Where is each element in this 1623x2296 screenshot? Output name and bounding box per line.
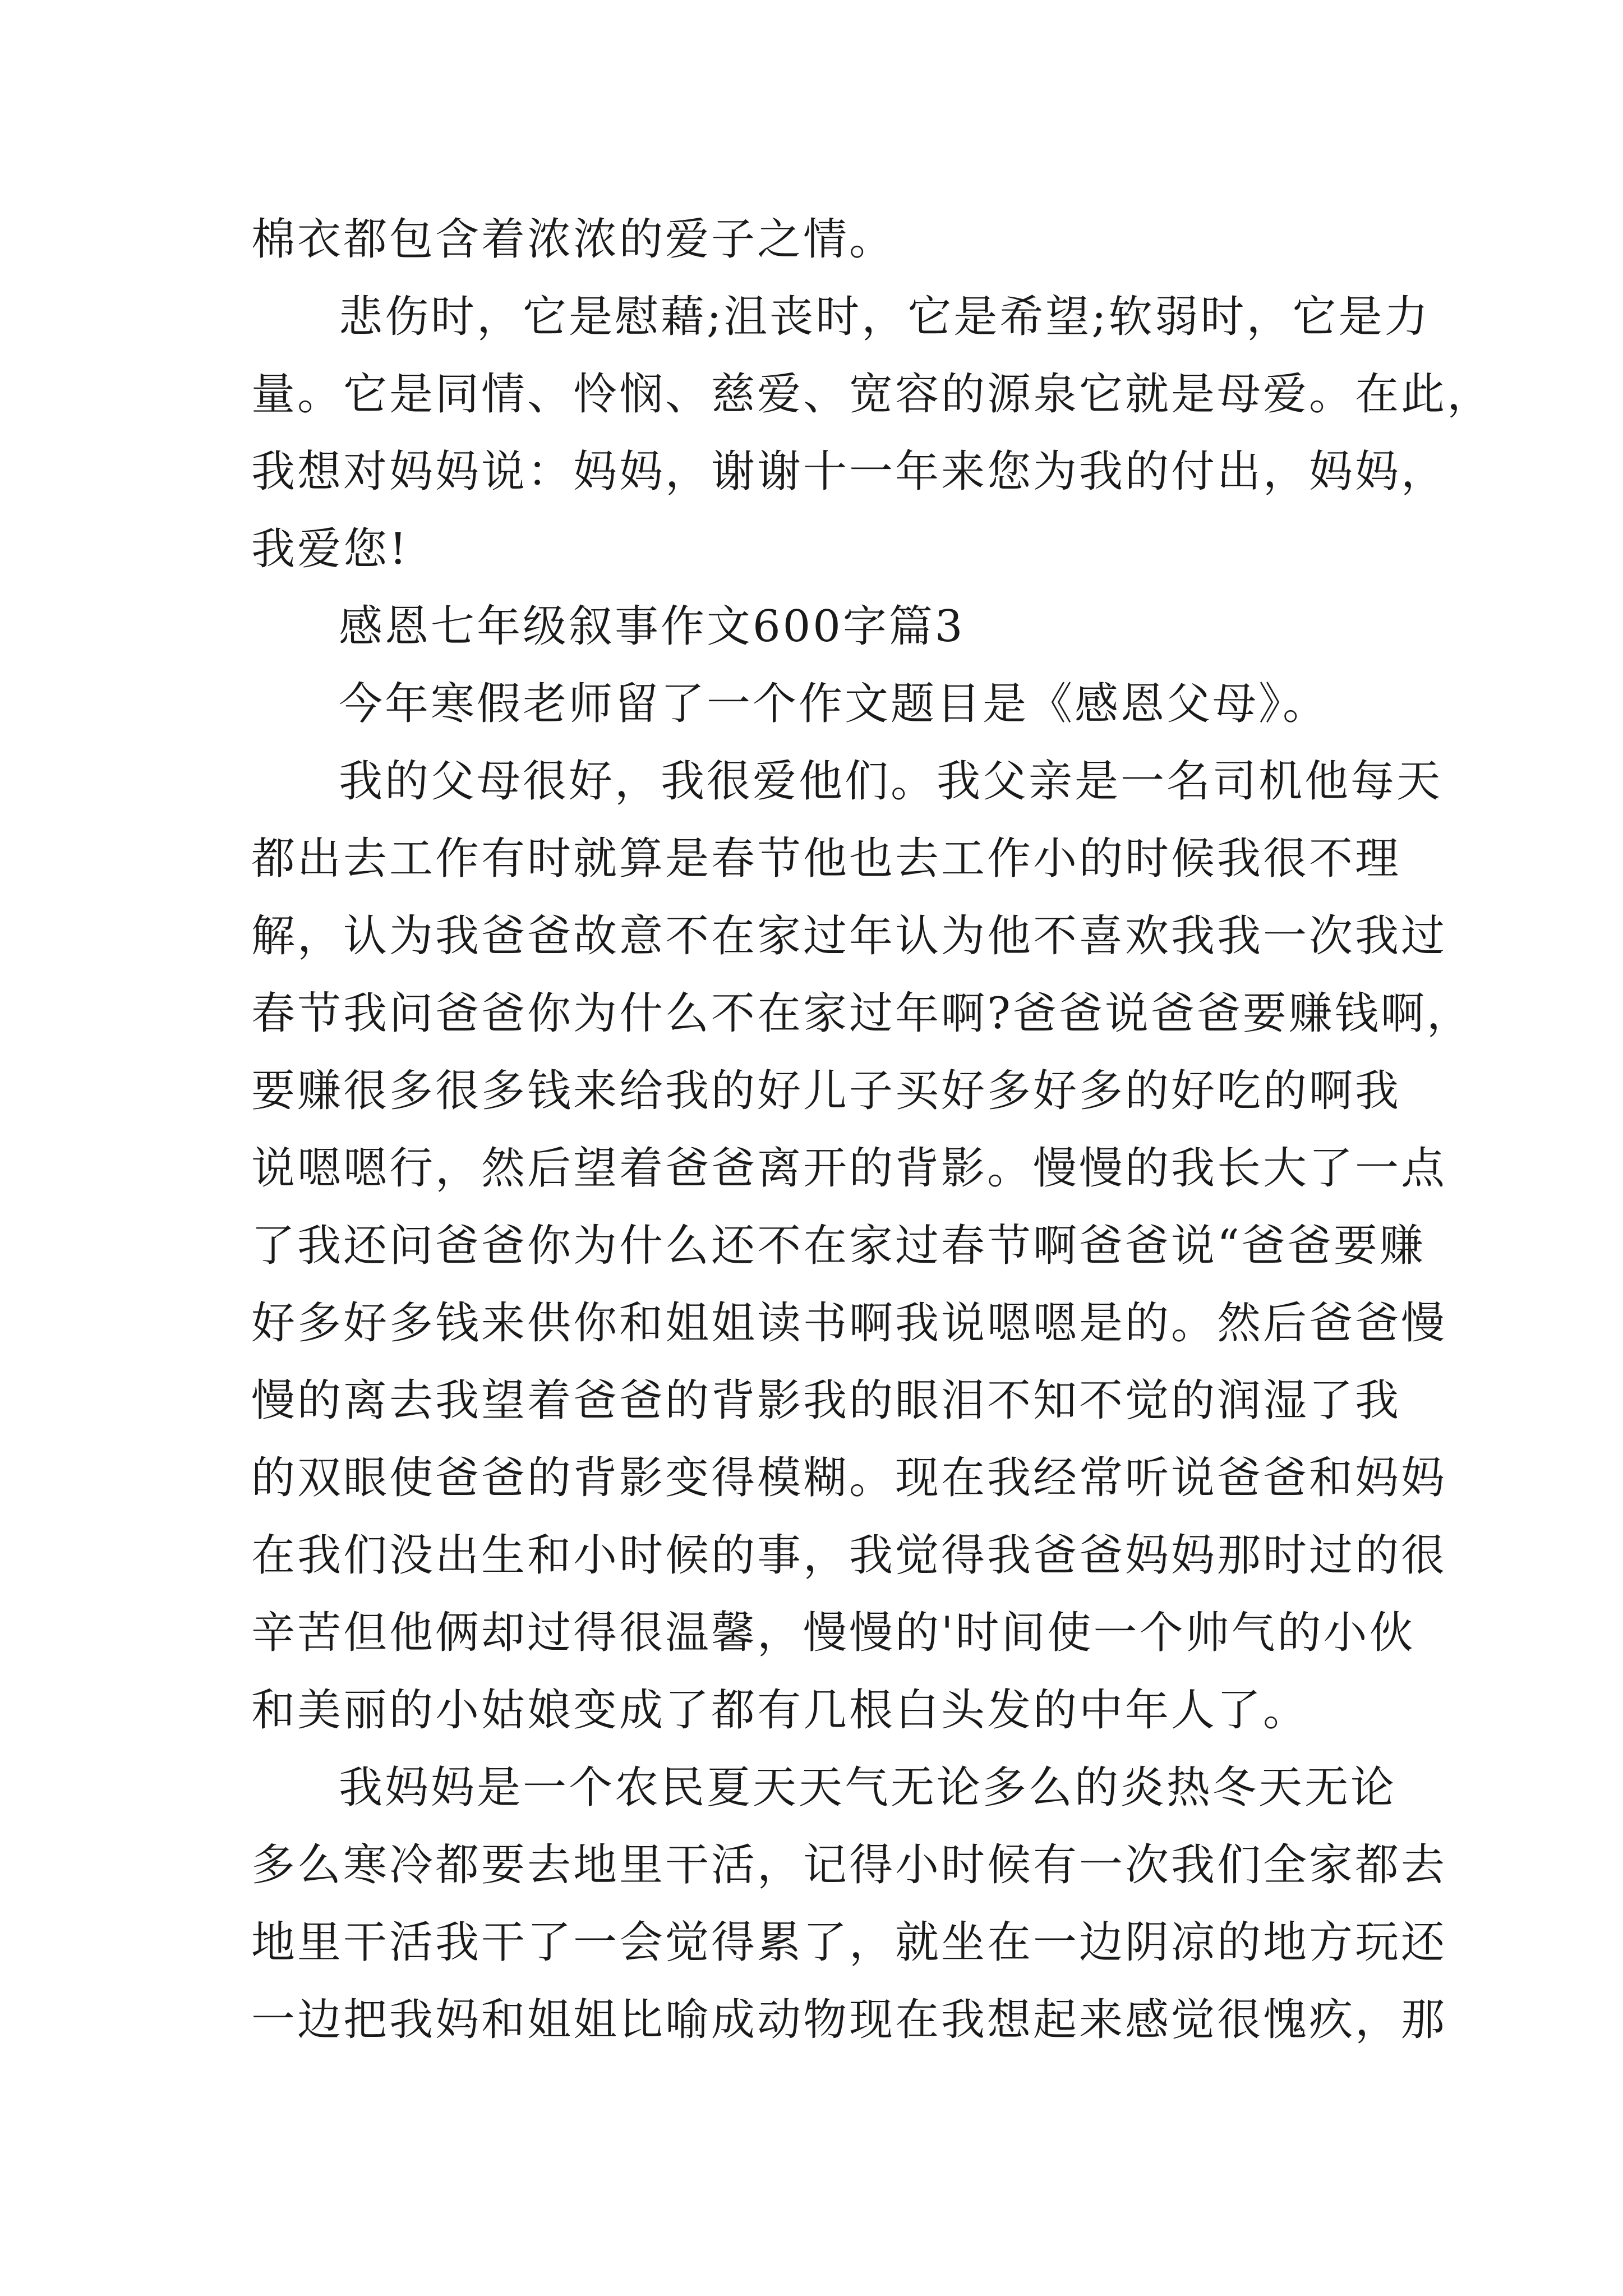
text-line: 地里干活我干了一会觉得累了，就坐在一边阴凉的地方玩还 bbox=[251, 1917, 1447, 1968]
text-line: 要赚很多很多钱来给我的好儿子买好多好多的好吃的啊我 bbox=[251, 1066, 1401, 1116]
text-line: 说嗯嗯行，然后望着爸爸离开的背影。慢慢的我长大了一点 bbox=[251, 1143, 1447, 1194]
text-line: 我想对妈妈说：妈妈，谢谢十一年来您为我的付出，妈妈， bbox=[251, 447, 1447, 497]
text-line: 了我还问爸爸你为什么还不在家过春节啊爸爸说“爸爸要赚 bbox=[251, 1221, 1426, 1271]
text-line: 悲伤时，它是慰藉;沮丧时，它是希望;软弱时，它是力 bbox=[339, 292, 1431, 342]
text-line: 解，认为我爸爸故意不在家过年认为他不喜欢我我一次我过 bbox=[251, 911, 1447, 961]
text-line: 在我们没出生和小时候的事，我觉得我爸爸妈妈那时过的很 bbox=[251, 1530, 1447, 1581]
text-line: 都出去工作有时就算是春节他也去工作小的时候我很不理 bbox=[251, 834, 1401, 884]
text-line: 量。它是同情、怜悯、慈爱、宽容的源泉它就是母爱。在此， bbox=[251, 369, 1493, 420]
text-line: 和美丽的小姑娘变成了都有几根白头发的中年人了。 bbox=[251, 1685, 1310, 1736]
text-line: 好多好多钱来供你和姐姐读书啊我说嗯嗯是的。然后爸爸慢 bbox=[251, 1298, 1447, 1349]
text-line: 棉衣都包含着浓浓的爱子之情。 bbox=[251, 214, 896, 265]
text-line: 我的父母很好，我很爱他们。我父亲是一名司机他每天 bbox=[339, 756, 1443, 807]
section-heading: 感恩七年级叙事作文600字篇3 bbox=[339, 601, 965, 652]
text-line: 我爱您! bbox=[251, 524, 409, 574]
essay-body bbox=[251, 201, 1493, 2059]
text-line: 今年寒假老师留了一个作文题目是《感恩父母》。 bbox=[339, 679, 1329, 729]
text-line: 的双眼使爸爸的背影变得模糊。现在我经常听说爸爸和妈妈 bbox=[251, 1453, 1447, 1503]
text-line: 多么寒冷都要去地里干活，记得小时候有一次我们全家都去 bbox=[251, 1840, 1447, 1890]
text-line: 我妈妈是一个农民夏天天气无论多么的炎热冬天无论 bbox=[339, 1763, 1397, 1813]
text-line: 一边把我妈和姐姐比喻成动物现在我想起来感觉很愧疚，那 bbox=[251, 1995, 1447, 2045]
text-line: 慢的离去我望着爸爸的背影我的眼泪不知不觉的润湿了我 bbox=[251, 1375, 1401, 1426]
text-line: 春节我问爸爸你为什么不在家过年啊?爸爸说爸爸要赚钱啊， bbox=[251, 988, 1473, 1039]
text-line: 辛苦但他俩却过得很温馨，慢慢的'时间使一个帅气的小伙 bbox=[251, 1608, 1415, 1658]
